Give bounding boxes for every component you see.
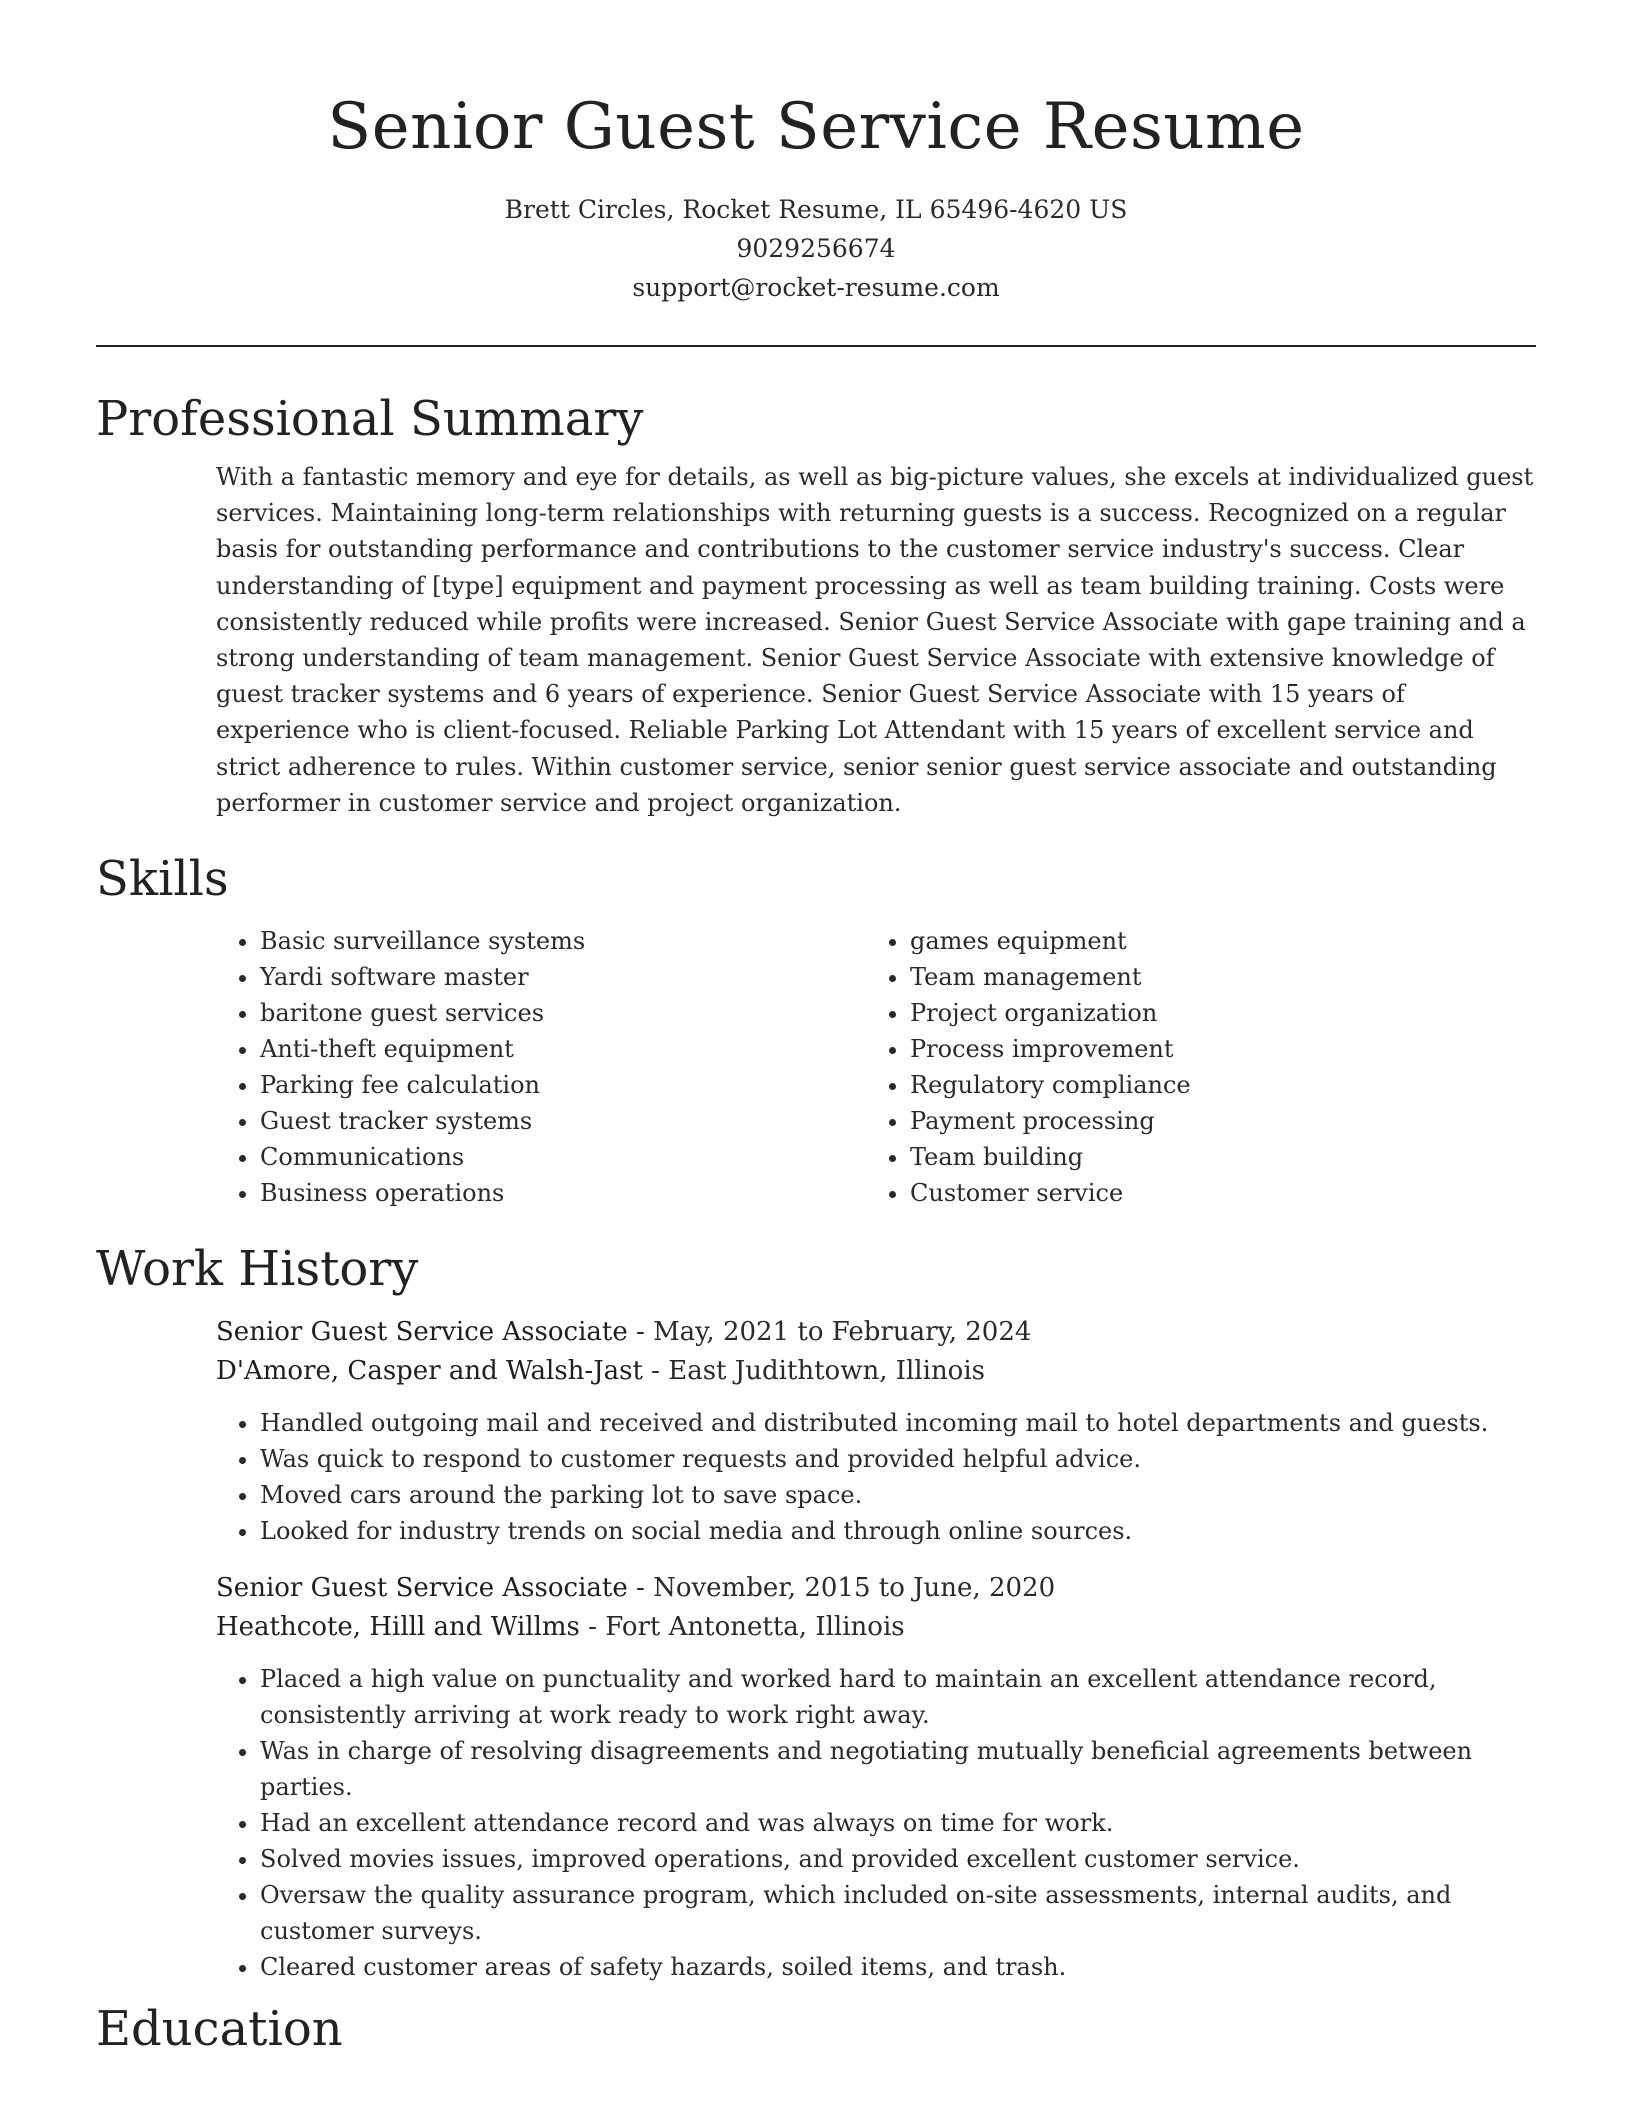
job-location: East Judithtown, Illinois xyxy=(668,1356,985,1387)
job-duties-list xyxy=(216,1661,1536,1985)
job-duty: • Looked for industry trends on social media and through online sources. xyxy=(260,1513,1536,1549)
skills-columns xyxy=(216,923,1536,1211)
job-duty: • Placed a high value on punctuality and worked hard to maintain an excellent attendance record, consistently arriving at work ready to work right away. xyxy=(260,1661,1536,1733)
skills-heading: Skills xyxy=(96,851,229,908)
job-company-line: D'Amore, Casper and Walsh-Jast - East Judithtown, Illinois xyxy=(216,1356,985,1387)
education-section xyxy=(96,1999,1536,2059)
skill-item: • Customer service xyxy=(910,1175,1516,1211)
job-duty: • Oversaw the quality assurance program, which included on-site assessments, internal audits, and customer surveys. xyxy=(260,1877,1536,1949)
skill-item: • Guest tracker systems xyxy=(260,1103,866,1139)
resume-title: Senior Guest Service Resume xyxy=(327,90,1305,164)
skill-item: • baritone guest services xyxy=(260,995,866,1031)
skills-section xyxy=(96,849,1536,1211)
contact-phone: 9029256674 xyxy=(736,234,896,263)
skill-item: • Parking fee calculation xyxy=(260,1067,866,1103)
job-duty: • Was in charge of resolving disagreements and negotiating mutually beneficial agreements between parties. xyxy=(260,1733,1536,1805)
resume-header xyxy=(96,0,1536,307)
skills-list-right xyxy=(866,923,1516,1211)
job-duties-list xyxy=(216,1405,1536,1549)
education-heading: Education xyxy=(96,2001,343,2058)
skill-item: • Project organization xyxy=(910,995,1516,1031)
job-title-line: Senior Guest Service Associate - May, 2021 to February, 2024 xyxy=(216,1317,1032,1348)
resume-page xyxy=(96,0,1536,2059)
contact-email: support@rocket-resume.com xyxy=(632,273,1000,302)
summary-text: With a fantastic memory and eye for details, as well as big-picture values, she excels at individualized guest services. Maintaining long-term relationships with returning guests is a success. Recognized on a regular basis for outstanding performance and contributions to the customer service industry's success. Clear understanding of [type] equipment and payment processing as well as team building training. Costs were consistently reduced while profits were increased. Senior Guest Service Associate with gape training and a strong understanding of team management. Senior Guest Service Associate with extensive knowledge of guest tracker systems and 6 years of experience. Senior Guest Service Associate with 15 years of experience who is client-focused. Reliable Parking Lot Attendant with 15 years of excellent service and strict adherence to rules. Within customer service, senior senior guest service associate and outstanding performer in customer service and project organization. xyxy=(216,463,1534,817)
skill-item: • Yardi software master xyxy=(260,959,866,995)
job-duty: • Was quick to respond to customer requests and provided helpful advice. xyxy=(260,1441,1536,1477)
job-title-line: Senior Guest Service Associate - November, 2015 to June, 2020 xyxy=(216,1573,1056,1604)
header-divider xyxy=(96,345,1536,347)
skill-item: • Communications xyxy=(260,1139,866,1175)
work-history-heading: Work History xyxy=(96,1241,419,1298)
job-duty: • Moved cars around the parking lot to save space. xyxy=(260,1477,1536,1513)
job-dates: November, 2015 to June, 2020 xyxy=(653,1573,1056,1604)
job-location: Fort Antonetta, Illinois xyxy=(605,1612,905,1643)
summary-section xyxy=(96,389,1536,821)
skill-item: • Process improvement xyxy=(910,1031,1516,1067)
skill-item: • Regulatory compliance xyxy=(910,1067,1516,1103)
skill-item: • Payment processing xyxy=(910,1103,1516,1139)
skill-item: • Team building xyxy=(910,1139,1516,1175)
job-duty: • Solved movies issues, improved operations, and provided excellent customer service. xyxy=(260,1841,1536,1877)
job-company: Heathcote, Hilll and Willms xyxy=(216,1612,580,1643)
work-history-section xyxy=(96,1239,1536,1985)
skill-item: • Team management xyxy=(910,959,1516,995)
job-entry xyxy=(216,1569,1536,1985)
skill-item: • Anti-theft equipment xyxy=(260,1031,866,1067)
job-company: D'Amore, Casper and Walsh-Jast xyxy=(216,1356,643,1387)
contact-info xyxy=(96,190,1536,307)
skill-item: • games equipment xyxy=(910,923,1516,959)
job-title: Senior Guest Service Associate xyxy=(216,1317,628,1348)
job-duty: • Had an excellent attendance record and was always on time for work. xyxy=(260,1805,1536,1841)
job-title: Senior Guest Service Associate xyxy=(216,1573,628,1604)
skills-list-left xyxy=(216,923,866,1211)
skill-item: • Business operations xyxy=(260,1175,866,1211)
job-duty: • Cleared customer areas of safety hazards, soiled items, and trash. xyxy=(260,1949,1536,1985)
job-entry xyxy=(216,1313,1536,1549)
skill-item: • Basic surveillance systems xyxy=(260,923,866,959)
summary-heading: Professional Summary xyxy=(96,391,644,447)
contact-address: Brett Circles, Rocket Resume, IL 65496-4620 US xyxy=(504,195,1128,224)
job-dates: May, 2021 to February, 2024 xyxy=(653,1317,1032,1348)
job-company-line: Heathcote, Hilll and Willms - Fort Antonetta, Illinois xyxy=(216,1612,905,1643)
job-duty: • Handled outgoing mail and received and distributed incoming mail to hotel departments and guests. xyxy=(260,1405,1536,1441)
